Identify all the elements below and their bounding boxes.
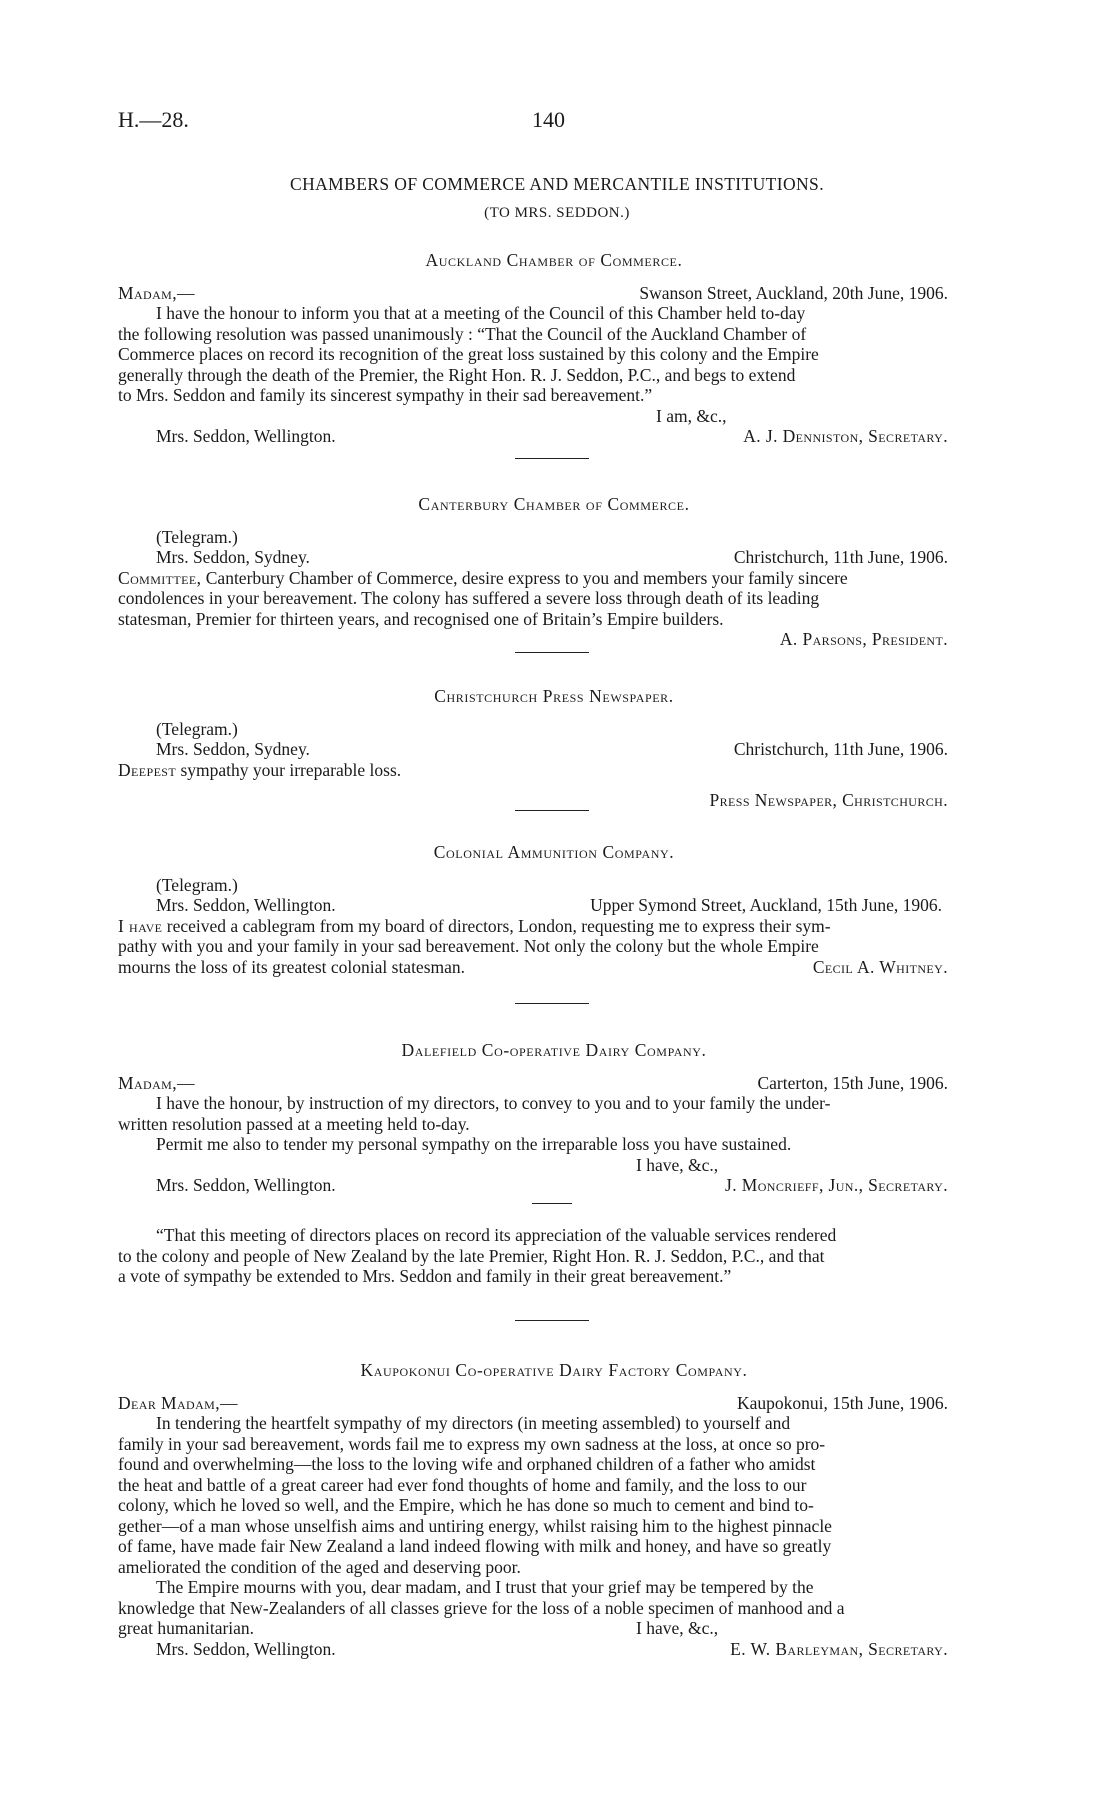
body-line: The Empire mourns with you, dear madam, and I trust that your grief may be tempered by the — [156, 1577, 814, 1597]
body-line: “That this meeting of directors places on record its appreciation of the valuable services rendered — [156, 1225, 837, 1245]
closing: I have, &c., — [636, 1618, 719, 1638]
telegram-note: (Telegram.) — [156, 874, 238, 895]
signature: J. Moncrieff, Jun., Secretary. — [725, 1175, 948, 1195]
section-title: Auckland Chamber of Commerce. — [425, 250, 683, 270]
place-date: Carterton, 15th June, 1906. — [757, 1072, 948, 1093]
body-line: colony, which he loved so well, and the Empire, which he has done so much to cement and bind to- — [118, 1495, 814, 1515]
lead-word: Committee, — [118, 567, 202, 588]
body-line: mourns the loss of its greatest colonial statesman. — [118, 956, 466, 977]
place-date: Christchurch, 11th June, 1906. — [733, 547, 948, 567]
body-line: a vote of sympathy be extended to Mrs. Seddon and family in their great bereavement.” — [118, 1266, 732, 1286]
body-line: to the colony and people of New Zealand by the late Premier, Right Hon. R. J. Seddon, P.C., and that — [118, 1245, 825, 1266]
salutation: Madam,— — [118, 1072, 195, 1093]
body-line: of fame, have made fair New Zealand a land indeed flowing with milk and honey, and have so greatly — [118, 1536, 832, 1556]
place-date: Swanson Street, Auckland, 20th June, 1906. — [639, 282, 948, 303]
body-line: the heat and battle of a great career had ever fond thoughts of home and family, and the loss to our — [118, 1474, 807, 1495]
addressee: Mrs. Seddon, Wellington. — [156, 1638, 336, 1659]
telegram-colonial-ammunition — [118, 842, 990, 977]
document-reference: H.—28. — [118, 107, 189, 132]
signature: Press Newspaper, Christchurch. — [709, 790, 948, 810]
section-divider — [515, 1003, 589, 1004]
addressee: Mrs. Seddon, Wellington. — [156, 895, 336, 915]
body-line: statesman, Premier for thirteen years, and recognised one of Britain’s Empire builders. — [118, 608, 724, 629]
section-title: Kaupokonui Co-operative Dairy Factory Company. — [360, 1360, 748, 1380]
place-date: Christchurch, 11th June, 1906. — [733, 739, 948, 759]
letter-kaupokonui-dairy — [118, 1360, 990, 1659]
section-title: Canterbury Chamber of Commerce. — [418, 494, 690, 514]
lead-word: I have — [118, 915, 163, 936]
closing: I have, &c., — [636, 1154, 719, 1175]
addressee: Mrs. Seddon, Wellington. — [156, 426, 336, 446]
body-line: great humanitarian. — [118, 1618, 255, 1638]
section-title: Dalefield Co-operative Dairy Company. — [401, 1040, 707, 1060]
telegram-canterbury-chamber — [118, 494, 990, 650]
signature: A. J. Denniston, Secretary. — [743, 426, 948, 446]
body-line: Commerce places on record its recognition of the great loss sustained by this colony and the Empire — [118, 344, 819, 364]
salutation: Madam,— — [118, 282, 195, 303]
body-line: Canterbury Chamber of Commerce, desire express to you and members your family sincere — [201, 567, 848, 588]
telegram-christchurch-press — [118, 686, 990, 811]
section-title: Colonial Ammunition Company. — [433, 842, 675, 862]
body-line: family in your sad bereavement, words fail me to express my own sadness at the loss, at once so pro- — [118, 1433, 826, 1454]
page-number: 140 — [532, 107, 565, 132]
place-date: Kaupokonui, 15th June, 1906. — [737, 1392, 948, 1413]
page-title: CHAMBERS OF COMMERCE AND MERCANTILE INSTITUTIONS. — [290, 174, 824, 194]
addressee: Mrs. Seddon, Sydney. — [156, 739, 310, 759]
addressee: Mrs. Seddon, Wellington. — [156, 1175, 336, 1195]
signature: E. W. Barleyman, Secretary. — [730, 1638, 948, 1659]
closing: I am, &c., — [656, 405, 727, 426]
body-line: written resolution passed at a meeting held to-day. — [118, 1113, 470, 1134]
body-line: gether—of a man whose unselfish aims and untiring energy, whilst raising him to the highest pinnacle — [118, 1515, 832, 1536]
page-subtitle: (TO MRS. SEDDON.) — [484, 205, 630, 221]
addressee: Mrs. Seddon, Sydney. — [156, 547, 310, 567]
telegram-note: (Telegram.) — [156, 718, 238, 739]
body-line: Permit me also to tender my personal sympathy on the irreparable loss you have sustained. — [156, 1134, 792, 1154]
letter-dalefield-dairy — [118, 1040, 990, 1196]
body-line: In tendering the heartfelt sympathy of my directors (in meeting assembled) to yourself and — [156, 1413, 791, 1433]
lead-word: Deepest — [118, 759, 177, 780]
resolution-text — [118, 1225, 990, 1287]
signature: Cecil A. Whitney. — [812, 956, 948, 977]
place-date: Upper Symond Street, Auckland, 15th June, 1906. — [590, 895, 942, 915]
letter-auckland-chamber — [118, 250, 990, 447]
section-divider — [515, 652, 589, 653]
letter-body — [118, 303, 990, 406]
section-divider — [532, 1203, 572, 1204]
section-divider — [515, 458, 589, 459]
body-line: to Mrs. Seddon and family its sincerest sympathy in their sad bereavement.” — [118, 385, 653, 405]
body-line: I have the honour to inform you that at a meeting of the Council of this Chamber held to-day — [156, 303, 806, 323]
section-divider — [515, 810, 589, 811]
body-line: found and overwhelming—the loss to the loving wife and orphaned children of a father who amidst — [118, 1454, 816, 1474]
body-line: condolences in your bereavement. The colony has suffered a severe loss through death of its leading — [118, 588, 820, 608]
body-text: sympathy your irreparable loss. — [176, 759, 402, 780]
body-line: knowledge that New-Zealanders of all classes grieve for the loss of a noble specimen of manhood and a — [118, 1597, 845, 1618]
body-line: the following resolution was passed unanimously : “That the Council of the Auckland Chamber of — [118, 323, 807, 344]
body-line: generally through the death of the Premier, the Right Hon. R. J. Seddon, P.C., and begs to extend — [118, 364, 796, 385]
body-line: ameliorated the condition of the aged and deserving poor. — [118, 1556, 521, 1577]
section-divider — [515, 1320, 589, 1321]
body-line: pathy with you and your family in your sad bereavement. Not only the colony but the whole Empire — [118, 936, 819, 956]
signature: A. Parsons, President. — [779, 629, 948, 649]
section-title: Christchurch Press Newspaper. — [434, 686, 674, 706]
body-line: I have the honour, by instruction of my directors, to convey to you and to your family the under- — [156, 1093, 831, 1113]
body-line: received a cablegram from my board of directors, London, requesting me to express their sym- — [162, 915, 831, 936]
salutation: Dear Madam,— — [118, 1392, 238, 1413]
telegram-note: (Telegram.) — [156, 526, 238, 547]
